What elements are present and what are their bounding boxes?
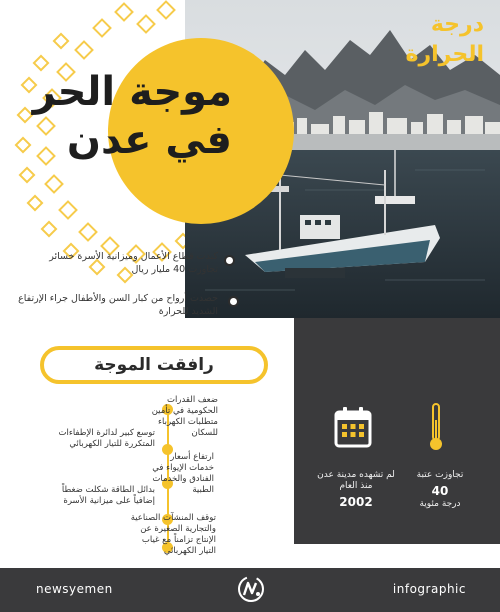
loss-bullet: كبدت قطاع الأعمال وميزانية الأسرة خسائر تجاوزت 40 مليار ريال xyxy=(49,251,218,275)
calendar-icon xyxy=(334,406,372,448)
temperature-panel-title xyxy=(314,10,484,70)
temp-stat-label: تجاوزت عتبة xyxy=(416,470,464,480)
bullet-marker xyxy=(228,296,239,307)
title-line-1: موجة الحر xyxy=(32,69,232,115)
temperature-panel xyxy=(294,318,500,544)
panel-title-line-2: الحرارة xyxy=(405,42,484,67)
timeline-item-left: بدائل الطاقة شكلت ضغطاً إضافياً على ميزانية الأسرة xyxy=(61,485,155,506)
timeline-item-right: ضعف القدرات الحكومية في تأمين متطلبات الكهرباء للسكان xyxy=(151,395,218,438)
temp-stat-value: 40 xyxy=(431,484,449,498)
timeline-item-left: توسع كبير لدائرة الإطفاءات المتكررة للتيار الكهربائي xyxy=(58,428,155,449)
loss-bullet: حصدت أرواح من كبار السن والأطفال جراء الإرتفاع الشديد للحرارة xyxy=(18,293,218,317)
newsyemen-logo-icon[interactable] xyxy=(236,574,266,604)
title-line-2: في عدن xyxy=(66,117,232,163)
footer-site-name[interactable]: newsyemen xyxy=(36,582,113,596)
year-stat-label: لم تشهده مدينة عدن منذ العام xyxy=(317,470,395,491)
page-title xyxy=(32,68,232,164)
temp-stat-unit: درجة مئوية xyxy=(419,499,461,509)
timeline-item-right: توقف المنشآت الصناعية والتجارية الصغيرة عن الإنتاج تزامناً مع غياب التيار الكهربائي xyxy=(130,513,216,556)
bullet-marker xyxy=(224,255,235,266)
thermometer-icon xyxy=(428,402,444,452)
timeline-item-right: ارتفاع أسعار خدمات الإيواء في الفنادق والخدمات الطبية xyxy=(152,452,214,495)
temp-stat xyxy=(400,470,480,510)
year-stat-value: 2002 xyxy=(339,495,373,509)
section-heading: رافقت الموجة xyxy=(94,355,214,375)
year-stat xyxy=(316,470,396,510)
panel-title-line-1: درجة xyxy=(430,12,484,37)
footer-category: infographic xyxy=(392,582,466,596)
